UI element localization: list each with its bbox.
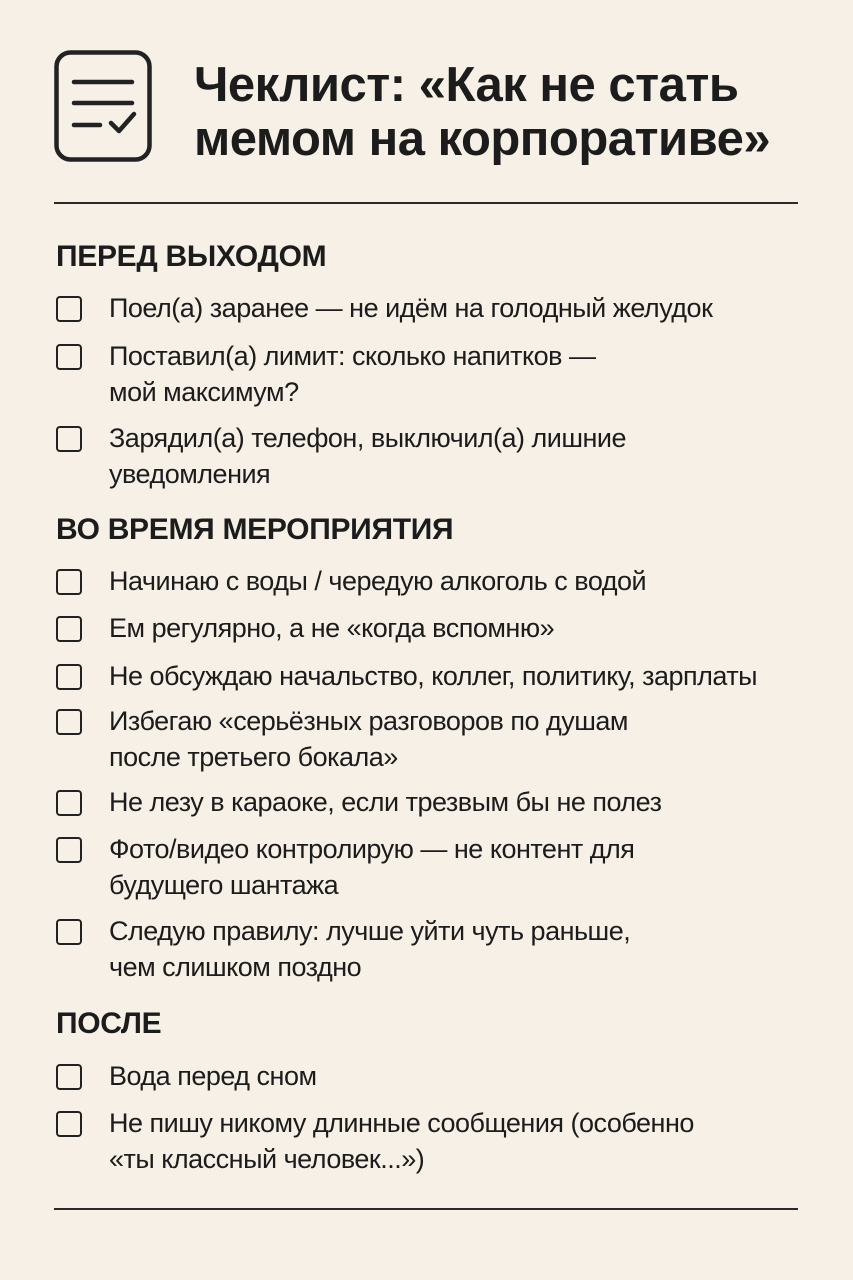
section-title-before: ПЕРЕД ВЫХОДОМ [56, 240, 327, 273]
item-text-line: Вода перед сном [109, 1061, 317, 1091]
page-title [194, 58, 770, 166]
section-title-during: ВО ВРЕМЯ МЕРОПРИЯТИЯ [56, 513, 454, 546]
item-checkbox[interactable] [56, 1111, 82, 1137]
item-text [109, 703, 628, 775]
item-text-line: мой максимум? [109, 377, 299, 407]
page-title-line-1: Чеклист: «Как не стать [194, 58, 739, 112]
item-text-line: Избегаю «серьёзных разговоров по душам [109, 706, 628, 736]
item-text-line: Поставил(а) лимит: сколько напитков — [109, 341, 596, 371]
item-checkbox[interactable] [56, 296, 82, 322]
item-text-line: после третьего бокала» [109, 742, 398, 772]
checklist-document-icon [54, 50, 152, 162]
item-text-line: Поел(а) заранее — не идём на голодный желудок [109, 293, 713, 323]
item-checkbox[interactable] [56, 919, 82, 945]
item-text-line: Фото/видео контролирую — не контент для [109, 834, 635, 864]
item-text [109, 1105, 694, 1177]
item-text [109, 290, 712, 326]
item-text-line: Не обсуждаю начальство, коллег, политику, зарплаты [109, 661, 758, 691]
item-text [109, 610, 554, 646]
item-checkbox[interactable] [56, 569, 82, 595]
item-text [109, 338, 596, 410]
item-text-line: Начинаю с воды / чередую алкоголь с водой [109, 566, 647, 596]
section-title-after: ПОСЛЕ [56, 1007, 162, 1040]
item-checkbox[interactable] [56, 616, 82, 642]
item-text [109, 658, 757, 694]
item-text [109, 784, 661, 820]
item-text [109, 420, 626, 492]
bottom-divider [54, 1208, 798, 1210]
page-title-line-2: мемом на корпоративе» [194, 112, 771, 166]
header [54, 50, 814, 180]
item-checkbox[interactable] [56, 790, 82, 816]
item-text-line: Не лезу в караоке, если трезвым бы не полез [109, 787, 662, 817]
item-checkbox[interactable] [56, 837, 82, 863]
item-text-line: уведомления [109, 459, 271, 489]
top-divider [54, 202, 798, 204]
item-text-line: чем слишком поздно [109, 952, 362, 982]
item-text [109, 563, 646, 599]
item-text-line: Зарядил(а) телефон, выключил(а) лишние [109, 423, 627, 453]
item-text-line: Следую правилу: лучше уйти чуть раньше, [109, 916, 631, 946]
item-text [109, 1058, 317, 1094]
item-checkbox[interactable] [56, 709, 82, 735]
item-text [109, 913, 630, 985]
item-text-line: будущего шантажа [109, 870, 339, 900]
item-checkbox[interactable] [56, 426, 82, 452]
item-text [109, 831, 634, 903]
item-checkbox[interactable] [56, 344, 82, 370]
item-checkbox[interactable] [56, 664, 82, 690]
item-text-line: «ты классный человек...») [109, 1144, 425, 1174]
item-text-line: Ем регулярно, а не «когда вспомню» [109, 613, 555, 643]
item-checkbox[interactable] [56, 1064, 82, 1090]
item-text-line: Не пишу никому длинные сообщения (особенно [109, 1108, 694, 1138]
